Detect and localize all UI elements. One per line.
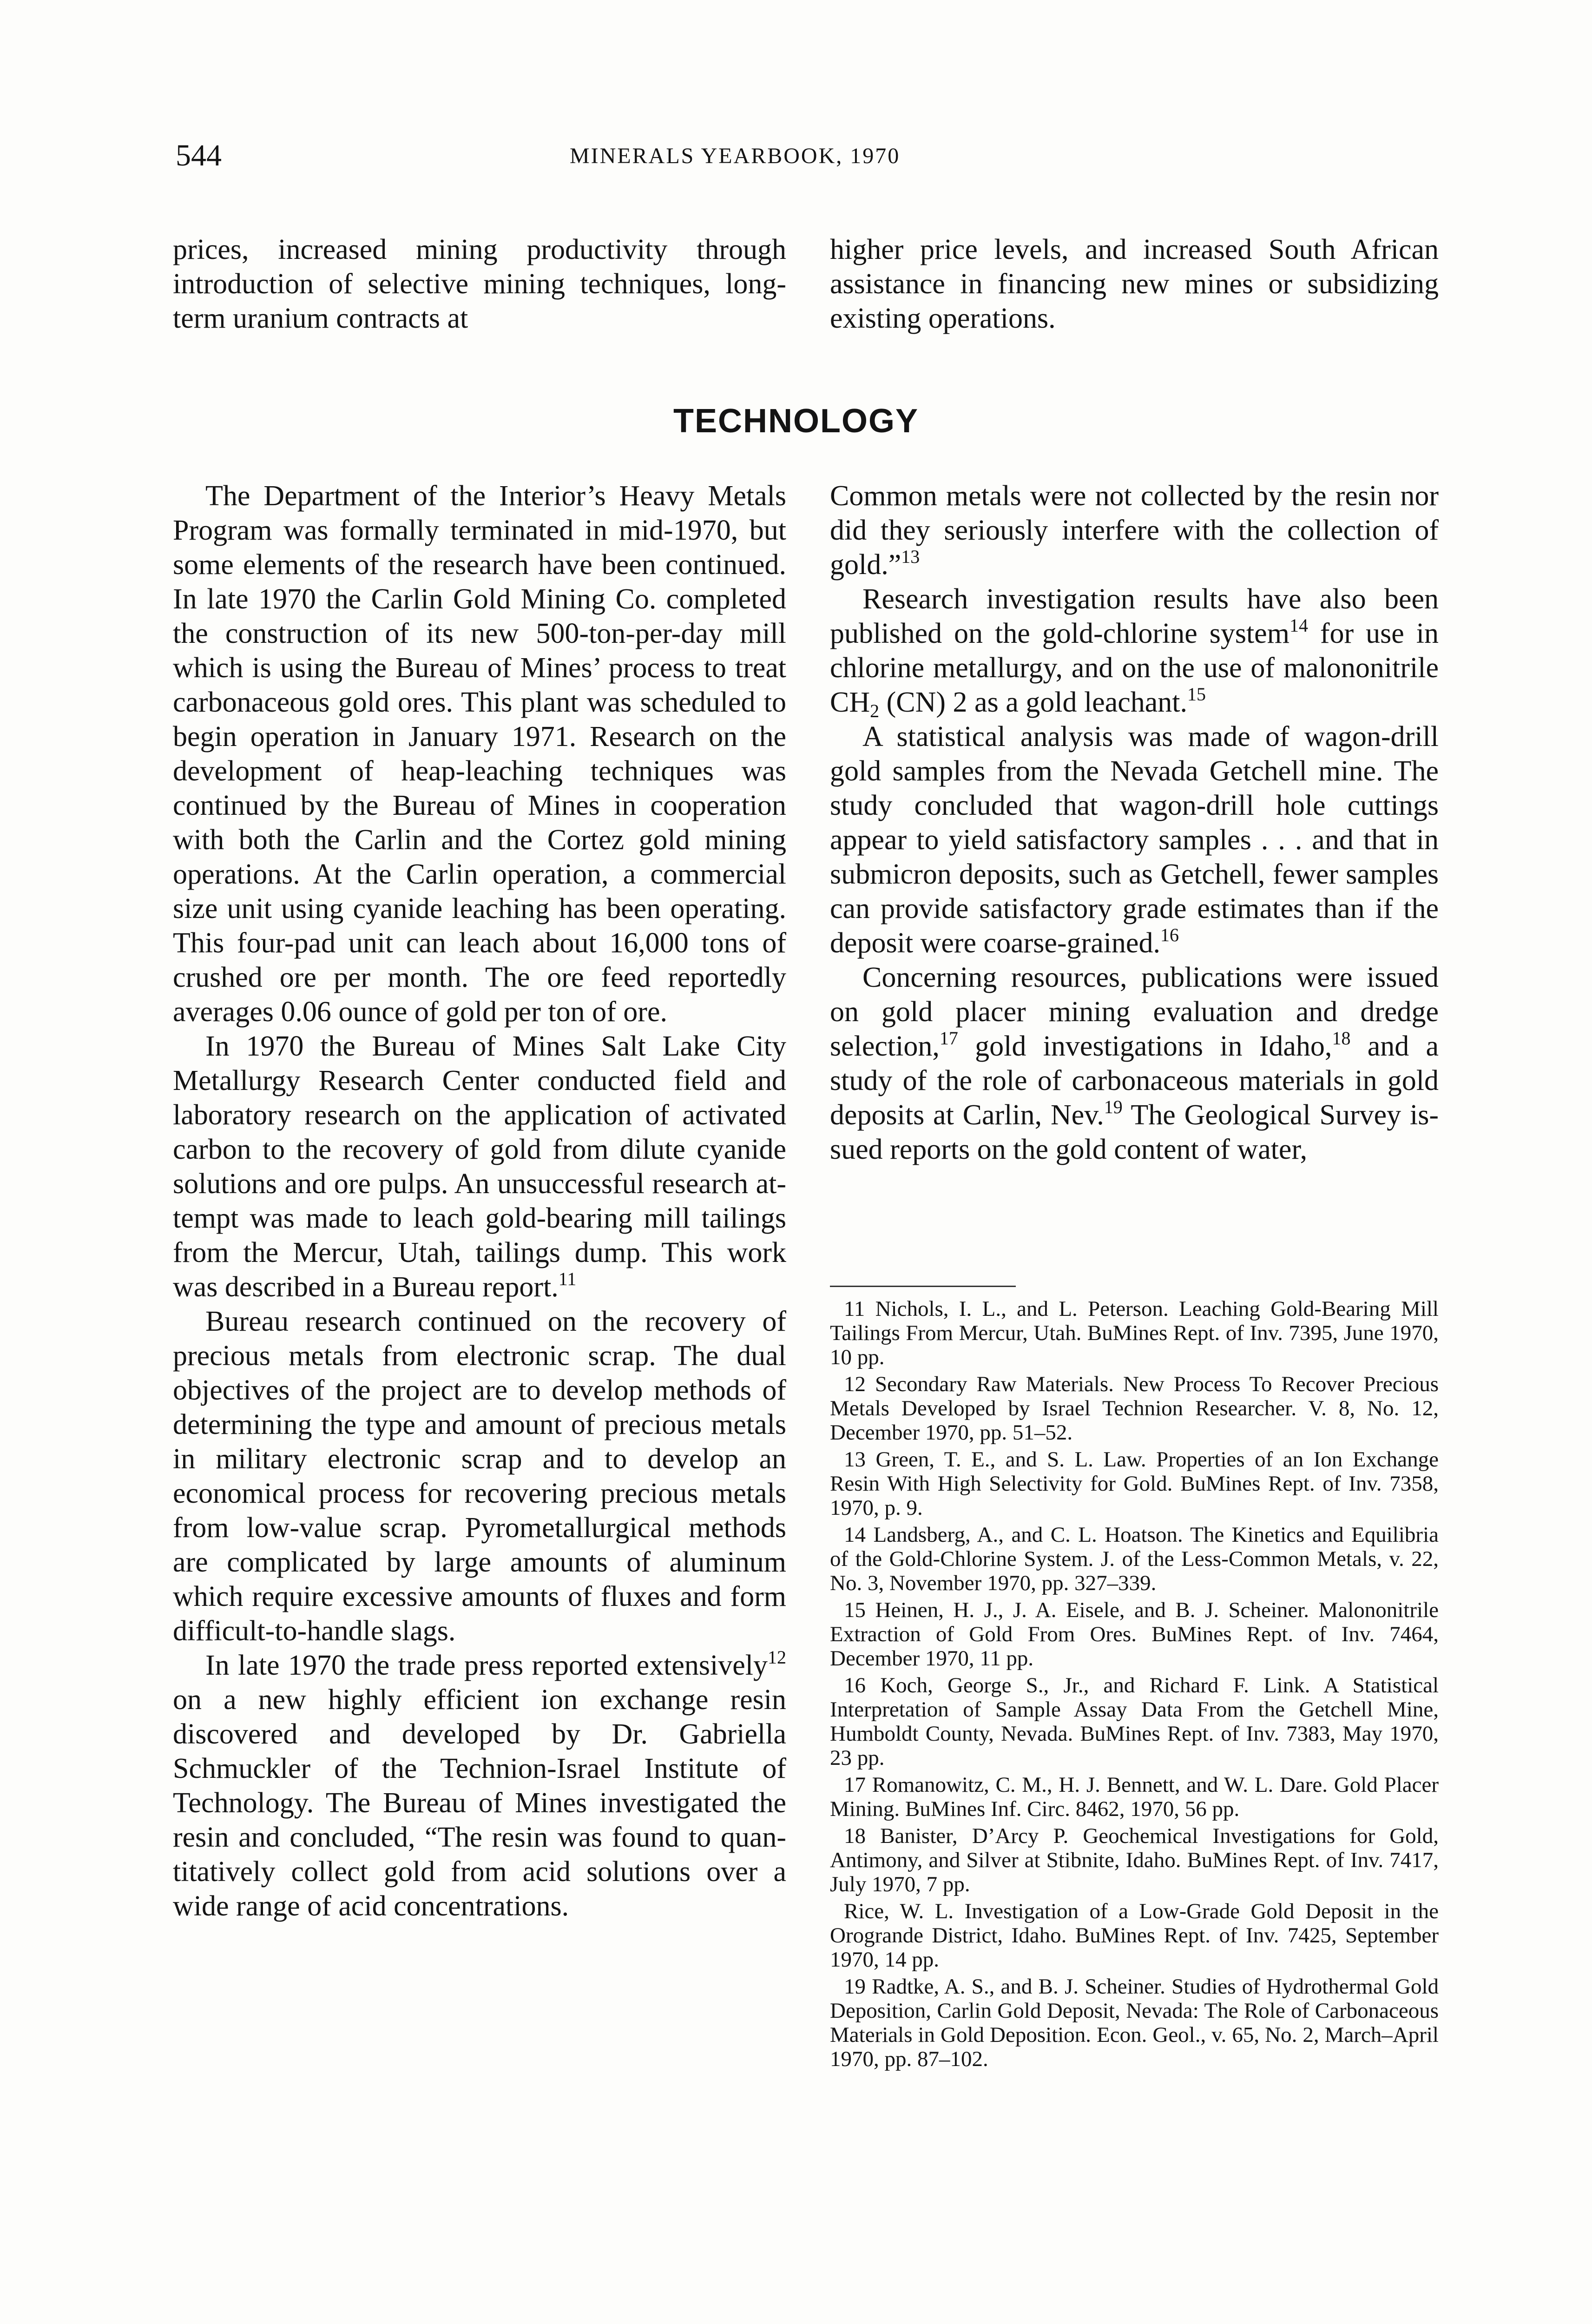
intro-left-column bbox=[173, 232, 786, 336]
paragraph-text: for use in chlorine metallurgy, and on the use of malononitrile CH bbox=[830, 618, 1439, 718]
paragraph-text: on a new highly efficient ion exchange resin discovered and developed by Dr. Gabriella Schmuckler of the Technion-Israel Institute of Technology. The Bureau of Mines investigated the resin and concluded, “The resin was found to quantitatively collect gold from acid solutions over a wide range of acid concentrations. bbox=[173, 1684, 786, 1922]
paragraph bbox=[830, 720, 1439, 960]
intro-right-column bbox=[830, 232, 1439, 336]
right-column bbox=[830, 479, 1439, 1167]
footnote-divider bbox=[830, 1286, 1016, 1287]
paragraph-text: In 1970 the Bureau of Mines Salt Lake City Metallurgy Research Center conducted field and laboratory research on the application of activated carbon to the recovery of gold from dilute cyanide solutions and ore pulps. An unsuccessful research attempt was made to leach gold-bearing mill tailings from the Mercur, Utah, tailings dump. This work was described in a Bureau report. bbox=[173, 1030, 786, 1303]
paragraph bbox=[173, 1029, 786, 1304]
footnote: 17 Romanowitz, C. M., H. J. Bennett, and W. L. Dare. Gold Placer Mining. BuMines Inf. Circ. 8462, 1970, 56 pp. bbox=[830, 1773, 1439, 1821]
footnote-ref: 11 bbox=[558, 1268, 577, 1289]
paragraph: Bureau research continued on the recovery of precious metals from electronic scrap. The dual objectives of the project are to develop methods of determining the type and amount of precious metals in military electronic scrap and to develop an economical process for recovering precious metals from low-value scrap. Pyrometallurgical methods are complicated by large amounts of aluminum which require excessive amounts of fluxes and form difficult-to-handle slags. bbox=[173, 1306, 786, 1647]
footnote: 15 Heinen, H. J., J. A. Eisele, and B. J. Scheiner. Malononitrile Extraction of Gold From Ores. BuMines Rept. of Inv. 7464, December 1970, 11 pp. bbox=[830, 1598, 1439, 1670]
paragraph bbox=[830, 582, 1439, 720]
paragraph-text: In late 1970 the trade press reported extensively bbox=[205, 1650, 768, 1681]
footnote-ref: 16 bbox=[1160, 924, 1179, 945]
footnote: 12 Secondary Raw Materials. New Process To Recover Precious Metals Developed by Israel Technion Researcher. V. 8, No. 12, December 1970, pp. 51–52. bbox=[830, 1372, 1439, 1445]
footnote: Rice, W. L. Investigation of a Low-Grade Gold Deposit in the Orogrande District, Idaho. BuMines Rept. of Inv. 7425, September 1970, 14 pp. bbox=[830, 1899, 1439, 1972]
paragraph-text: A statistical analysis was made of wagon-drill gold samples from the Nevada Getchell mine. The study concluded that wagon-drill hole cuttings appear to yield satisfactory samples . . . and that in submicron deposits, such as Getchell, fewer samples can provide satisfactory grade estimates than if the deposit were coarse-grained. bbox=[830, 721, 1439, 959]
intro-paragraph-right: higher price levels, and increased South African assistance in financing new mines or subsidizing existing operations. bbox=[830, 234, 1439, 334]
footnote: 19 Radtke, A. S., and B. J. Scheiner. Studies of Hydrothermal Gold Deposition, Carlin Gold Deposit, Nevada: The Role of Carbonaceous Materials in Gold Deposition. Econ. Geol., v. 65, No. 2, March–April 1970, pp. 87–102. bbox=[830, 1974, 1439, 2071]
footnote: 13 Green, T. E., and S. L. Law. Properties of an Ion Exchange Resin With High Selectivity for Gold. BuMines Rept. of Inv. 7358, 1970, p. 9. bbox=[830, 1447, 1439, 1520]
paragraph-text: Common metals were not collected by the resin nor did they seriously interfere with the collection of gold.” bbox=[830, 480, 1439, 581]
paragraph-text: The Geological Survey issued reports on the gold content of water, bbox=[830, 1099, 1439, 1165]
paragraph-text: (CN) 2 as a gold leachant. bbox=[879, 687, 1187, 718]
paragraph: The Department of the Interior’s Heavy Metals Program was formally terminated in mid-1970, but some elements of the research have been continued. In late 1970 the Carlin Gold Mining Co. completed the construction of its new 500-ton-per-day mill which is using the Bureau of Mines’ process to treat carbonaceous gold ores. This plant was scheduled to begin operation in January 1971. Research on the development of heap-leaching techniques was continued by the Bureau of Mines in cooperation with both the Carlin and the Cortez gold mining operations. At the Carlin operation, a commercial size unit using cyanide leaching has been operating. This four-pad unit can leach about 16,000 tons of crushed ore per month. The ore feed reportedly averages 0.06 ounce of gold per ton of ore. bbox=[173, 480, 786, 1028]
section-heading: TECHNOLOGY bbox=[673, 403, 919, 440]
paragraph-text: gold investigations in Idaho, bbox=[958, 1030, 1332, 1062]
paragraph-text: Concerning resources, publications were issued on gold placer mining evaluation and dredge selection, bbox=[830, 962, 1439, 1062]
running-head: MINERALS YEARBOOK, 1970 bbox=[570, 144, 901, 168]
paragraph bbox=[830, 479, 1439, 582]
footnotes bbox=[830, 1297, 1439, 2074]
page-number: 544 bbox=[176, 139, 222, 172]
paragraph bbox=[830, 960, 1439, 1167]
footnote-ref: 14 bbox=[1289, 615, 1308, 636]
footnote-ref: 13 bbox=[901, 546, 920, 567]
footnote: 18 Banister, D’Arcy P. Geochemical Investigations for Gold, Antimony, and Silver at Stibnite, Idaho. BuMines Rept. of Inv. 7417, July 1970, 7 pp. bbox=[830, 1824, 1439, 1896]
footnote: 11 Nichols, I. L., and L. Peterson. Leaching Gold-Bearing Mill Tailings From Mercur, Utah. BuMines Rept. of Inv. 7395, June 1970, 10 pp. bbox=[830, 1297, 1439, 1369]
left-column bbox=[173, 479, 786, 1923]
footnote-ref: 12 bbox=[768, 1647, 786, 1668]
footnote-ref: 18 bbox=[1332, 1028, 1351, 1049]
footnote-ref: 15 bbox=[1187, 684, 1206, 705]
intro-paragraph-left: prices, increased mining productivity through introduction of selective mining techniques, long-term uranium contracts at bbox=[173, 234, 786, 334]
paragraph-text: Research investigation results have also been published on the gold-chlorine system bbox=[830, 583, 1439, 649]
footnote: 16 Koch, George S., Jr., and Richard F. Link. A Statistical Interpretation of Sample Assay Data From the Getchell Mine, Humboldt County, Nevada. BuMines Rept. of Inv. 7383, May 1970, 23 pp. bbox=[830, 1673, 1439, 1770]
footnote-ref: 17 bbox=[939, 1028, 958, 1049]
footnote: 14 Landsberg, A., and C. L. Hoatson. The Kinetics and Equilibria of the Gold-Chlorine System. J. of the Less-Common Metals, v. 22, No. 3, November 1970, pp. 327–339. bbox=[830, 1523, 1439, 1595]
paragraph bbox=[173, 1648, 786, 1923]
paragraph-text: and a study of the role of carbonaceous materials in gold deposits at Carlin, Nev. bbox=[830, 1030, 1439, 1131]
footnote-ref: 19 bbox=[1104, 1096, 1123, 1117]
subscript: 2 bbox=[870, 700, 880, 721]
